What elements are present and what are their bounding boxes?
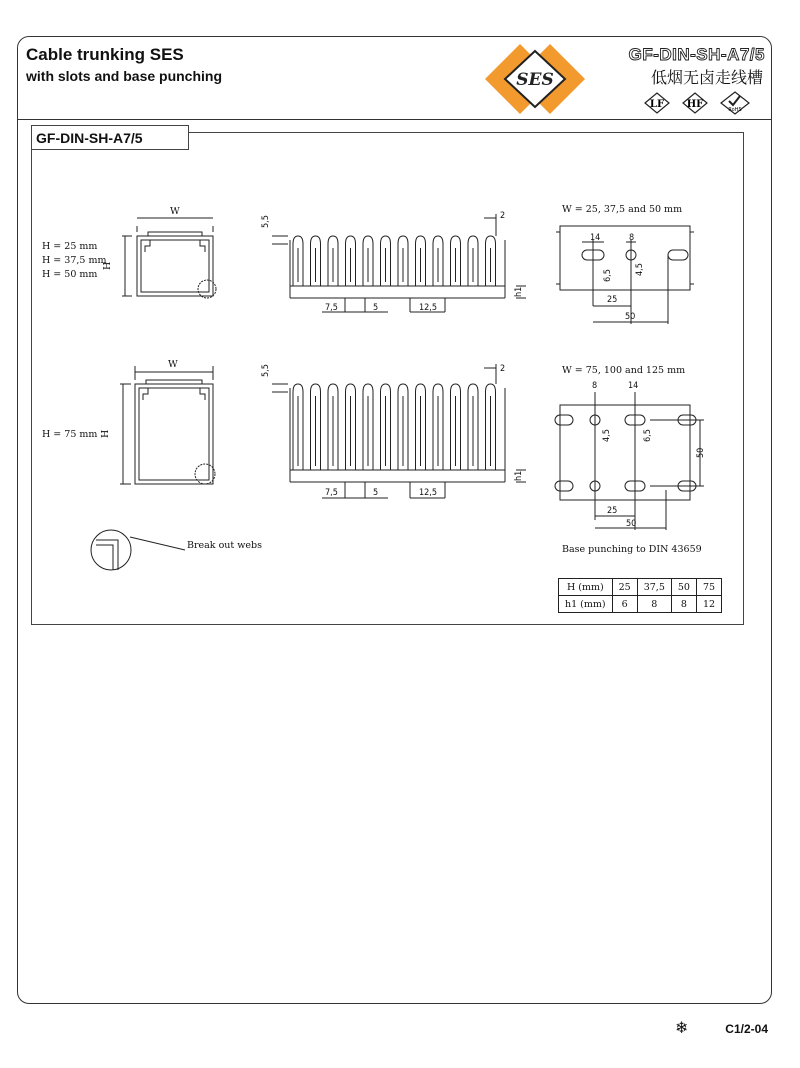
svg-text:HF: HF [686,99,704,110]
bottom-dim-h1: h1 [514,470,524,481]
cell: 8 [671,596,696,613]
table-row [559,579,722,596]
slot-teeth-bottom [293,384,496,470]
base-small-dim-8: 8 [629,233,635,243]
table-row [559,596,722,613]
row-label: H (mm) [559,579,613,596]
base-large-dim-50: 50 [626,519,637,529]
small-width-label: W [170,206,180,217]
base-large-dim-8: 8 [592,381,598,391]
large-height-1: H = 75 mm [42,429,98,440]
spec-table [558,578,722,613]
base-small-caption: W = 25, 37,5 and 50 mm [562,204,683,215]
base-large-dim-25: 25 [607,506,618,516]
base-punching-small [556,226,694,324]
slot-teeth-top [293,236,496,286]
base-punching-note: Base punching to DIN 43659 [562,544,702,555]
small-height-3: H = 50 mm [42,269,98,280]
row-label: h1 (mm) [559,596,613,613]
top-dim-5: 5 [373,303,379,313]
base-large-dim-50-vertical: 50 [696,447,706,458]
small-height-2: H = 37,5 mm [42,255,107,266]
base-small-dim-50: 50 [625,312,636,322]
top-dim-2: 2 [500,211,506,221]
svg-text:RoHS: RoHS [728,107,742,113]
profile-large-cross-section [120,366,215,484]
large-width-label: W [168,359,178,370]
base-large-dim-4-5: 4,5 [602,429,612,442]
cell: 8 [637,596,671,613]
bottom-dim-2: 2 [500,364,506,374]
break-out-webs-detail [91,530,185,570]
base-large-caption: W = 75, 100 and 125 mm [562,365,686,376]
bottom-dim-5-5: 5,5 [261,364,271,377]
cell: 75 [696,579,721,596]
small-height-1: H = 25 mm [42,241,98,252]
base-small-dim-25: 25 [607,295,618,305]
cell: 12 [696,596,721,613]
small-height-label: H [102,261,113,270]
top-dim-h1: h1 [514,286,524,297]
base-punching-large [555,392,704,530]
top-dim-5-5: 5,5 [261,215,271,228]
large-height-label: H [100,429,111,438]
page-title: Cable trunking SES [26,45,184,64]
cell: 37,5 [637,579,671,596]
cell: 50 [671,579,696,596]
cell: 6 [612,596,637,613]
snowflake-icon: ❄ [675,1020,689,1037]
break-out-webs-label: Break out webs [187,540,262,551]
product-code: GF-DIN-SH-A7/5 [628,45,765,64]
profile-small-cross-section [122,218,216,298]
logo-text: SES [516,70,554,90]
page-subtitle: with slots and base punching [26,68,223,84]
svg-text:LF: LF [649,99,665,110]
base-small-dim-4-5: 4,5 [635,263,645,276]
cell: 25 [612,579,637,596]
base-small-dim-6-5: 6,5 [603,269,613,282]
bottom-dim-7-5: 7,5 [325,488,338,498]
top-dim-12-5: 12,5 [419,303,438,313]
top-dim-7-5: 7,5 [325,303,338,313]
base-large-dim-14: 14 [628,381,639,391]
chinese-description: 低烟无卤走线槽 [650,68,763,87]
base-large-dim-6-5: 6,5 [643,429,653,442]
panel-tab: GF-DIN-SH-A7/5 [31,125,189,150]
bottom-dim-5: 5 [373,488,379,498]
base-small-dim-14: 14 [590,233,601,243]
bottom-dim-12-5: 12,5 [419,488,438,498]
page-code: C1/2-04 [725,1022,768,1036]
